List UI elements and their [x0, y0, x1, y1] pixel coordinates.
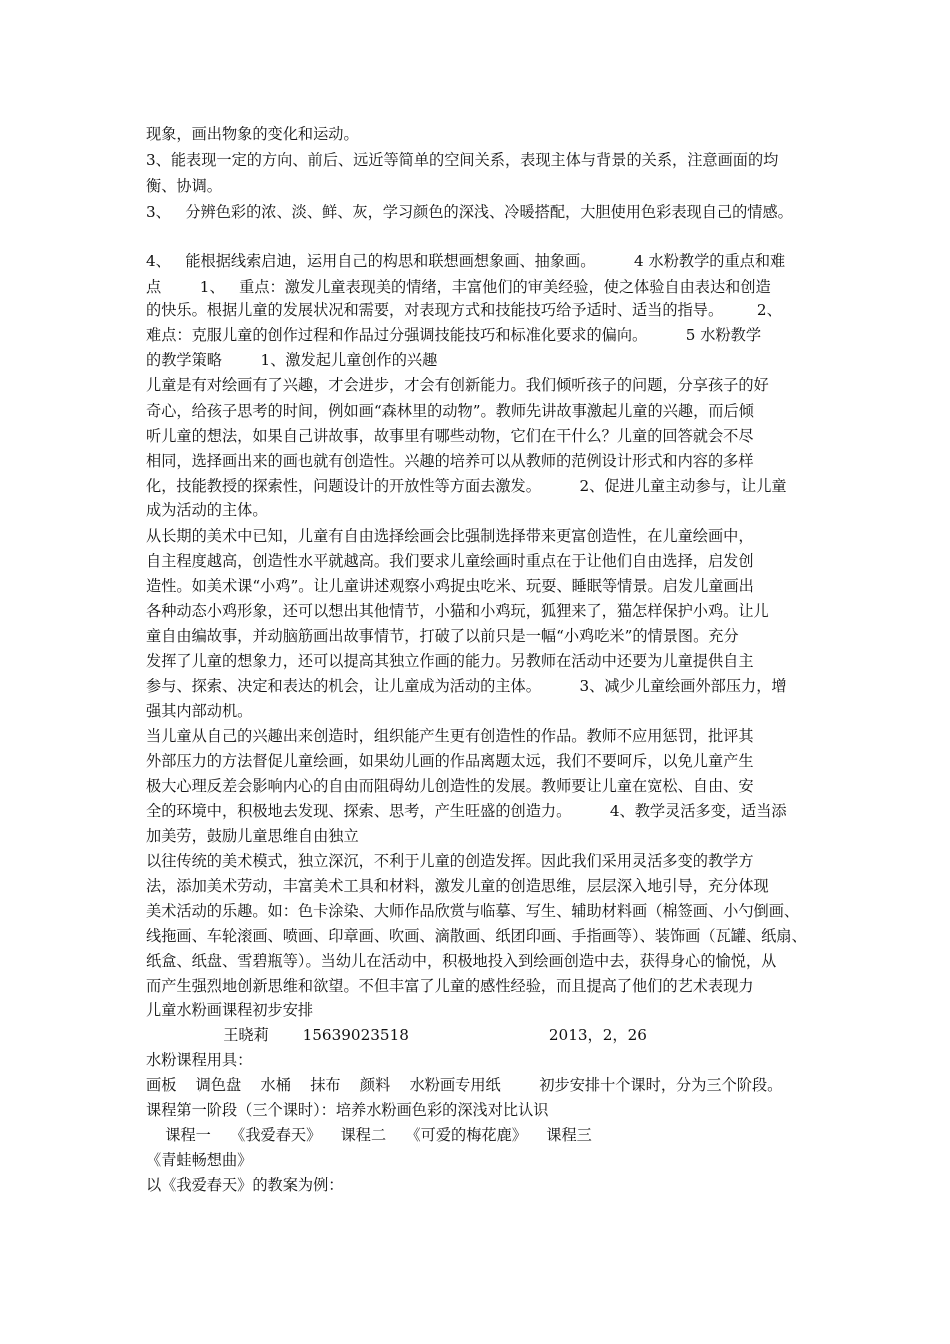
- text-line: 成为活动的主体。: [146, 501, 268, 519]
- text-line: 美术活动的乐趣。如：色卡涂染、大师作品欣赏与临摹、写生、辅助材料画（棉签画、小勺倒画、: [146, 902, 800, 920]
- text-line: 强其内部动机。: [146, 702, 253, 720]
- text-line: 课程一 《我爱春天》 课程二 《可爱的梅花鹿》 课程三: [146, 1126, 592, 1144]
- text-line: 听儿童的想法，如果自己讲故事，故事里有哪些动物，它们在干什么？儿童的回答就会不尽: [146, 427, 754, 445]
- text-line: 3、能表现一定的方向、前后、远近等简单的空间关系，表现主体与背景的关系，注意画面的均: [146, 151, 779, 169]
- text-line: 课程第一阶段（三个课时）：培养水粉画色彩的深浅对比认识: [146, 1101, 549, 1119]
- text-line: 水粉课程用具：: [146, 1051, 253, 1069]
- text-line: 儿童是有对绘画有了兴趣，才会进步，才会有创新能力。我们倾听孩子的问题，分享孩子的好: [146, 376, 769, 394]
- text-line: 画板 调色盘 水桶 抹布 颜料 水粉画专用纸 初步安排十个课时，分为三个阶段。: [146, 1076, 783, 1094]
- text-line: 自主程度越高，创造性水平就越高。我们要求儿童绘画时重点在于让他们自由选择，启发创: [146, 552, 754, 570]
- text-line: 各种动态小鸡形象，还可以想出其他情节，小猫和小鸡玩，狐狸来了，猫怎样保护小鸡。让儿: [146, 602, 769, 620]
- text-line: 难点：克服儿童的创作过程和作品过分强调技能技巧和标准化要求的偏向。 5 水粉教学: [146, 326, 762, 344]
- text-line: 从长期的美术中已知，儿童有自由选择绘画会比强制选择带来更富创造性，在儿童绘画中，: [146, 527, 754, 545]
- text-line: 《青蛙畅想曲》: [146, 1151, 253, 1169]
- text-line: 参与、探索、决定和表达的机会，让儿童成为活动的主体。 3、减少儿童绘画外部压力，增: [146, 677, 787, 695]
- text-line: 儿童水粉画课程初步安排: [146, 1001, 314, 1019]
- text-line: 发挥了儿童的想象力，还可以提高其独立作画的能力。另教师在活动中还要为儿童提供自主: [146, 652, 754, 670]
- text-line: 童自由编故事，并动脑筋画出故事情节，打破了以前只是一幅“小鸡吃米”的情景图。充分: [146, 627, 739, 645]
- text-line: 纸盒、纸盘、雪碧瓶等）。当幼儿在活动中，积极地投入到绘画创造中去，获得身心的愉悦，从: [146, 952, 777, 970]
- text-line: 点 1、 重点：激发儿童表现美的情绪，丰富他们的审美经验，使之体验自由表达和创造: [146, 278, 771, 296]
- text-line: 4、 能根据线索启迪，运用自己的构思和联想画想象画、抽象画。 4 水粉教学的重点和难: [146, 252, 786, 270]
- text-line: 造性。如美术课“小鸡”。让儿童讲述观察小鸡捉虫吃米、玩耍、睡眠等情景。启发儿童画出: [146, 577, 754, 595]
- text-line: 的教学策略 1、激发起儿童创作的兴趣: [146, 351, 438, 369]
- text-line: 奇心，给孩子思考的时间，例如画“森林里的动物”。教师先讲故事激起儿童的兴趣，而后倾: [146, 402, 754, 420]
- text-line: 化，技能教授的探索性，问题设计的开放性等方面去激发。 2、促进儿童主动参与，让儿童: [146, 477, 787, 495]
- text-line: 极大心理反差会影响内心的自由而阻碍幼儿创造性的发展。教师要让儿童在宽松、自由、安: [146, 777, 754, 795]
- text-line: 法，添加美术劳动，丰富美术工具和材料，激发儿童的创造思维，层层深入地引导，充分体现: [146, 877, 769, 895]
- text-line: 外部压力的方法督促儿童绘画，如果幼儿画的作品离题太远，我们不要呵斥，以免儿童产生: [146, 752, 754, 770]
- text-line: 当儿童从自己的兴趣出来创造时，组织能产生更有创造性的作品。教师不应用惩罚，批评其: [146, 727, 754, 745]
- text-line: 以《我爱春天》的教案为例：: [146, 1176, 344, 1194]
- text-line: 以往传统的美术模式，独立深沉，不利于儿童的创造发挥。因此我们采用灵活多变的教学方: [146, 852, 754, 870]
- text-line: 的快乐。根据儿童的发展状况和需要，对表现方式和技能技巧给予适时、适当的指导。 2、: [146, 301, 782, 319]
- text-line: 全的环境中，积极地去发现、探索、思考，产生旺盛的创造力。 4、教学灵活多变，适当添: [146, 802, 787, 820]
- text-line: 3、 分辨色彩的浓、淡、鲜、灰，学习颜色的深浅、冷暖搭配，大胆使用色彩表现自己的情感。: [146, 203, 793, 221]
- text-line: 衡、协调。: [146, 177, 222, 195]
- text-line: 相同，选择画出来的画也就有创造性。兴趣的培养可以从教师的范例设计形式和内容的多样: [146, 452, 754, 470]
- text-line: 加美劳，鼓励儿童思维自由独立: [146, 827, 359, 845]
- text-line: 王晓莉 15639023518 2013，2，26: [146, 1026, 647, 1044]
- text-line: 线拖画、车轮滚画、喷画、印章画、吹画、滴散画、纸团印画、手指画等）、装饰画（瓦罐、纸扇、: [146, 927, 807, 945]
- text-line: 而产生强烈地创新思维和欲望。不但丰富了儿童的感性经验，而且提高了他们的艺术表现力: [146, 977, 754, 995]
- text-line: 现象，画出物象的变化和运动。: [146, 125, 359, 143]
